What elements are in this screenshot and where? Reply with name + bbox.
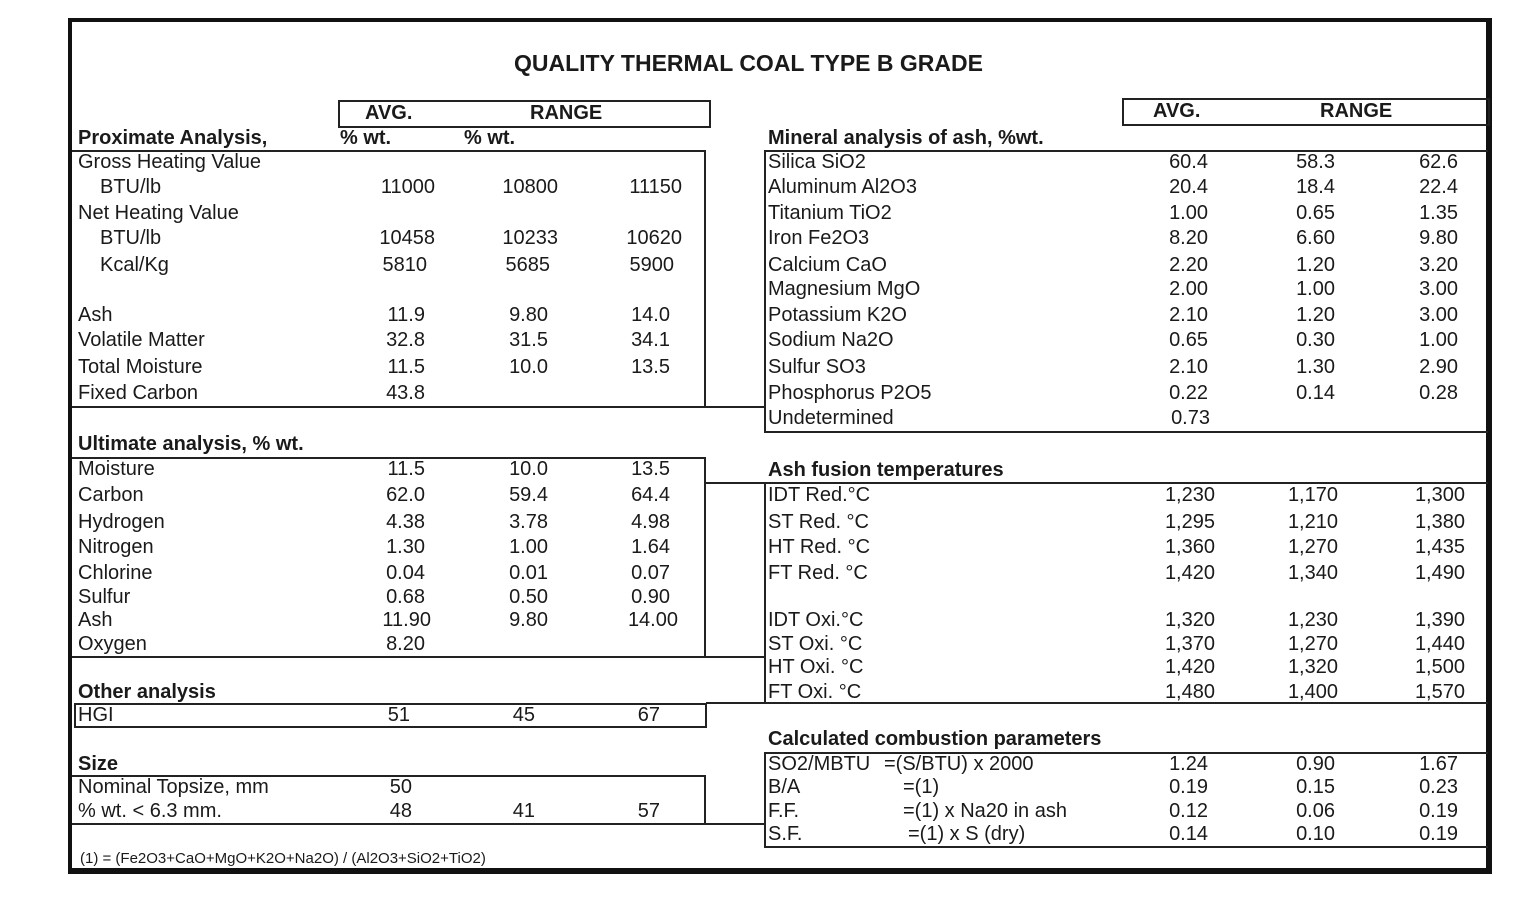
proximate-unit-avg: % wt.: [340, 127, 392, 149]
table-cell-label: Sulfur SO3: [768, 356, 866, 378]
table-cell-label: Ash: [78, 609, 113, 631]
table-cell-avg: 2.10: [1169, 304, 1208, 326]
table-cell-min: 45: [512, 704, 535, 726]
left-range-header: RANGE: [530, 102, 603, 124]
table-cell-avg: 0.22: [1169, 382, 1208, 404]
table-cell-avg: 62.0: [386, 484, 425, 506]
table-cell-min: 0.90: [1296, 753, 1335, 775]
table-cell-avg: 1,295: [1164, 511, 1215, 533]
table-cell-avg: 4.38: [386, 511, 425, 533]
table-cell-label: Potassium K2O: [768, 304, 907, 326]
table-cell-avg: 2.00: [1169, 278, 1208, 300]
table-cell-label: Kcal/Kg: [100, 254, 169, 276]
table-cell-avg: 1,420: [1164, 562, 1215, 584]
ultimate-heading: Ultimate analysis, % wt.: [78, 433, 304, 455]
table-cell-avg: 0.73: [1171, 407, 1210, 429]
table-cell-max: 0.07: [631, 562, 670, 584]
table-cell-avg: 2.10: [1169, 356, 1208, 378]
table-cell-min: 0.15: [1296, 776, 1335, 798]
table-cell-max: 14.00: [627, 609, 678, 631]
table-cell-label: Volatile Matter: [78, 329, 205, 351]
table-cell-label: Magnesium MgO: [768, 278, 921, 300]
table-cell-formula: =(1) x S (dry): [908, 823, 1026, 845]
table-cell-avg: 8.20: [1169, 227, 1208, 249]
table-cell-label: Sodium Na2O: [768, 329, 894, 351]
table-cell-label: Carbon: [78, 484, 144, 506]
table-cell-max: 0.19: [1419, 823, 1458, 845]
table-cell-max: 4.98: [631, 511, 670, 533]
page-title: QUALITY THERMAL COAL TYPE B GRADE: [514, 50, 983, 76]
table-cell-avg: 48: [389, 800, 412, 822]
table-cell-max: 0.23: [1419, 776, 1458, 798]
table-cell-avg: 0.19: [1169, 776, 1208, 798]
table-cell-max: 14.0: [631, 304, 670, 326]
table-cell-label: ST Oxi. °C: [768, 633, 863, 655]
table-cell-max: 1.35: [1419, 202, 1458, 224]
table-cell-max: 5900: [629, 254, 674, 276]
right-range-header: RANGE: [1320, 100, 1393, 122]
table-cell-avg: 0.14: [1169, 823, 1208, 845]
table-cell-avg: 1,360: [1164, 536, 1215, 558]
table-cell-min: 1.20: [1296, 254, 1335, 276]
table-cell-min: 1.00: [509, 536, 548, 558]
table-cell-avg: 20.4: [1169, 176, 1208, 198]
table-cell-max: 1,490: [1414, 562, 1465, 584]
table-cell-avg: 1,230: [1164, 484, 1215, 506]
table-cell-avg: 32.8: [386, 329, 425, 351]
table-cell-formula: =(S/BTU) x 2000: [884, 753, 1034, 775]
table-cell-max: 13.5: [631, 458, 670, 480]
table-cell-label: FT Red. °C: [768, 562, 868, 584]
table-cell-avg: 0.68: [386, 586, 425, 608]
table-cell-avg: 11.5: [387, 356, 425, 378]
table-cell-max: 13.5: [631, 356, 670, 378]
table-cell-min: 10800: [502, 176, 558, 198]
table-cell-label: IDT Oxi.°C: [768, 609, 864, 631]
size-heading: Size: [78, 753, 119, 775]
table-cell-min: 1,400: [1287, 681, 1338, 703]
table-cell-avg: 10458: [379, 227, 435, 249]
table-cell-min: 0.01: [509, 562, 548, 584]
table-cell-max: 1,300: [1414, 484, 1465, 506]
table-cell-label: % wt. < 6.3 mm.: [78, 800, 222, 822]
table-cell-min: 0.06: [1296, 800, 1335, 822]
table-cell-min: 59.4: [509, 484, 548, 506]
table-cell-label: S.F.: [768, 823, 803, 845]
table-cell-min: 5685: [505, 254, 550, 276]
other-heading: Other analysis: [78, 681, 216, 703]
table-cell-max: 67: [637, 704, 660, 726]
table-cell-max: 2.90: [1419, 356, 1458, 378]
table-cell-max: 10620: [626, 227, 682, 249]
table-cell-label: IDT Red.°C: [768, 484, 871, 506]
table-cell-max: 22.4: [1419, 176, 1458, 198]
table-cell-avg: 51: [387, 704, 410, 726]
table-cell-min: 1,340: [1287, 562, 1338, 584]
table-cell-avg: 1,420: [1164, 656, 1215, 678]
table-cell-min: 10.0: [509, 356, 548, 378]
table-cell-avg: 1.24: [1169, 753, 1208, 775]
table-cell-min: 31.5: [509, 329, 548, 351]
table-cell-avg: 1.30: [386, 536, 425, 558]
table-cell-label: Gross Heating Value: [78, 151, 262, 173]
table-cell-max: 3.00: [1419, 278, 1458, 300]
table-cell-label: Total Moisture: [78, 356, 203, 378]
table-cell-max: 64.4: [631, 484, 670, 506]
table-cell-label: HT Red. °C: [768, 536, 871, 558]
table-cell-avg: 1,370: [1164, 633, 1215, 655]
table-cell-max: 1.00: [1419, 329, 1458, 351]
table-cell-avg: 0.12: [1169, 800, 1208, 822]
table-cell-label: Phosphorus P2O5: [768, 382, 932, 404]
table-cell-label: Moisture: [78, 458, 155, 480]
table-cell-max: 1,380: [1414, 511, 1465, 533]
table-cell-avg: 11.90: [382, 609, 431, 631]
table-cell-min: 18.4: [1296, 176, 1335, 198]
table-cell-min: 1,210: [1287, 511, 1338, 533]
table-cell-avg: 11.9: [387, 304, 425, 326]
table-cell-min: 1,170: [1287, 484, 1338, 506]
table-cell-label: Aluminum Al2O3: [768, 176, 917, 198]
proximate-heading: Proximate Analysis,: [78, 127, 268, 149]
table-cell-formula: =(1) x Na20 in ash: [903, 800, 1067, 822]
table-cell-min: 6.60: [1296, 227, 1335, 249]
table-cell-label: Titanium TiO2: [768, 202, 892, 224]
table-cell-avg: 1,480: [1164, 681, 1215, 703]
table-cell-min: 1,270: [1287, 633, 1338, 655]
table-cell-label: SO2/MBTU: [768, 753, 871, 775]
fusion-heading: Ash fusion temperatures: [768, 459, 1004, 481]
table-cell-min: 9.80: [509, 609, 548, 631]
table-cell-avg: 1,320: [1164, 609, 1215, 631]
table-cell-label: Net Heating Value: [78, 202, 239, 224]
table-cell-max: 11150: [629, 176, 682, 198]
table-cell-avg: 50: [389, 776, 412, 798]
table-cell-min: 1.30: [1296, 356, 1335, 378]
table-cell-max: 0.28: [1419, 382, 1458, 404]
left-avg-header: AVG.: [365, 102, 413, 124]
table-cell-label: Undetermined: [768, 407, 894, 429]
table-cell-avg: 1.00: [1169, 202, 1208, 224]
table-cell-label: Silica SiO2: [768, 151, 866, 173]
table-cell-max: 1,390: [1414, 609, 1465, 631]
table-cell-label: BTU/lb: [100, 227, 162, 249]
table-cell-label: HT Oxi. °C: [768, 656, 864, 678]
footnote: (1) = (Fe2O3+CaO+MgO+K2O+Na2O) / (Al2O3+SiO2+TiO2): [80, 850, 486, 867]
table-cell-max: 1.67: [1419, 753, 1458, 775]
table-cell-min: 3.78: [509, 511, 548, 533]
table-cell-label: Calcium CaO: [768, 254, 887, 276]
table-cell-min: 0.65: [1296, 202, 1335, 224]
table-cell-min: 1,270: [1287, 536, 1338, 558]
table-cell-min: 10.0: [509, 458, 548, 480]
table-cell-formula: =(1): [903, 776, 940, 798]
table-cell-min: 0.30: [1296, 329, 1335, 351]
table-cell-label: BTU/lb: [100, 176, 162, 198]
table-cell-max: 1,570: [1414, 681, 1465, 703]
table-cell-max: 62.6: [1419, 151, 1458, 173]
table-cell-label: FT Oxi. °C: [768, 681, 862, 703]
table-cell-avg: 2.20: [1169, 254, 1208, 276]
table-cell-max: 1,435: [1414, 536, 1465, 558]
table-cell-min: 1,320: [1287, 656, 1338, 678]
table-cell-min: 41: [512, 800, 535, 822]
table-cell-label: Iron Fe2O3: [768, 227, 870, 249]
table-cell-min: 58.3: [1296, 151, 1335, 173]
table-cell-max: 1,500: [1414, 656, 1465, 678]
table-cell-label: Ash: [78, 304, 113, 326]
table-cell-label: HGI: [78, 704, 114, 726]
table-cell-min: 0.14: [1296, 382, 1335, 404]
table-cell-avg: 5810: [382, 254, 427, 276]
table-cell-avg: 60.4: [1169, 151, 1208, 173]
table-cell-label: Sulfur: [78, 586, 131, 608]
table-cell-max: 9.80: [1419, 227, 1458, 249]
table-cell-max: 57: [637, 800, 660, 822]
table-cell-min: 9.80: [509, 304, 548, 326]
table-cell-avg: 11.5: [387, 458, 425, 480]
table-cell-label: Nominal Topsize, mm: [78, 776, 269, 798]
proximate-unit-range: % wt.: [464, 127, 516, 149]
table-cell-max: 0.19: [1419, 800, 1458, 822]
table-cell-avg: 0.65: [1169, 329, 1208, 351]
table-cell-avg: 43.8: [386, 382, 425, 404]
table-cell-avg: 0.04: [386, 562, 425, 584]
table-cell-label: Oxygen: [78, 633, 147, 655]
mineral-heading: Mineral analysis of ash, %wt.: [768, 127, 1044, 149]
table-cell-label: Nitrogen: [78, 536, 154, 558]
table-cell-min: 0.10: [1296, 823, 1335, 845]
table-cell-label: ST Red. °C: [768, 511, 869, 533]
combustion-heading: Calculated combustion parameters: [768, 728, 1102, 750]
table-cell-label: Hydrogen: [78, 511, 165, 533]
table-cell-label: F.F.: [768, 800, 800, 822]
table-cell-max: 1.64: [631, 536, 670, 558]
table-cell-max: 3.00: [1419, 304, 1458, 326]
table-cell-min: 1.20: [1296, 304, 1335, 326]
table-cell-min: 10233: [502, 227, 558, 249]
table-cell-max: 1,440: [1414, 633, 1465, 655]
table-cell-max: 3.20: [1419, 254, 1458, 276]
table-cell-avg: 8.20: [386, 633, 425, 655]
table-cell-label: B/A: [768, 776, 801, 798]
table-cell-max: 34.1: [631, 329, 670, 351]
right-avg-header: AVG.: [1153, 100, 1201, 122]
table-cell-avg: 11000: [380, 176, 435, 198]
table-cell-label: Chlorine: [78, 562, 153, 584]
table-cell-label: Fixed Carbon: [78, 382, 199, 404]
table-cell-min: 1,230: [1287, 609, 1338, 631]
table-cell-min: 0.50: [509, 586, 548, 608]
table-cell-min: 1.00: [1296, 278, 1335, 300]
table-cell-max: 0.90: [631, 586, 670, 608]
